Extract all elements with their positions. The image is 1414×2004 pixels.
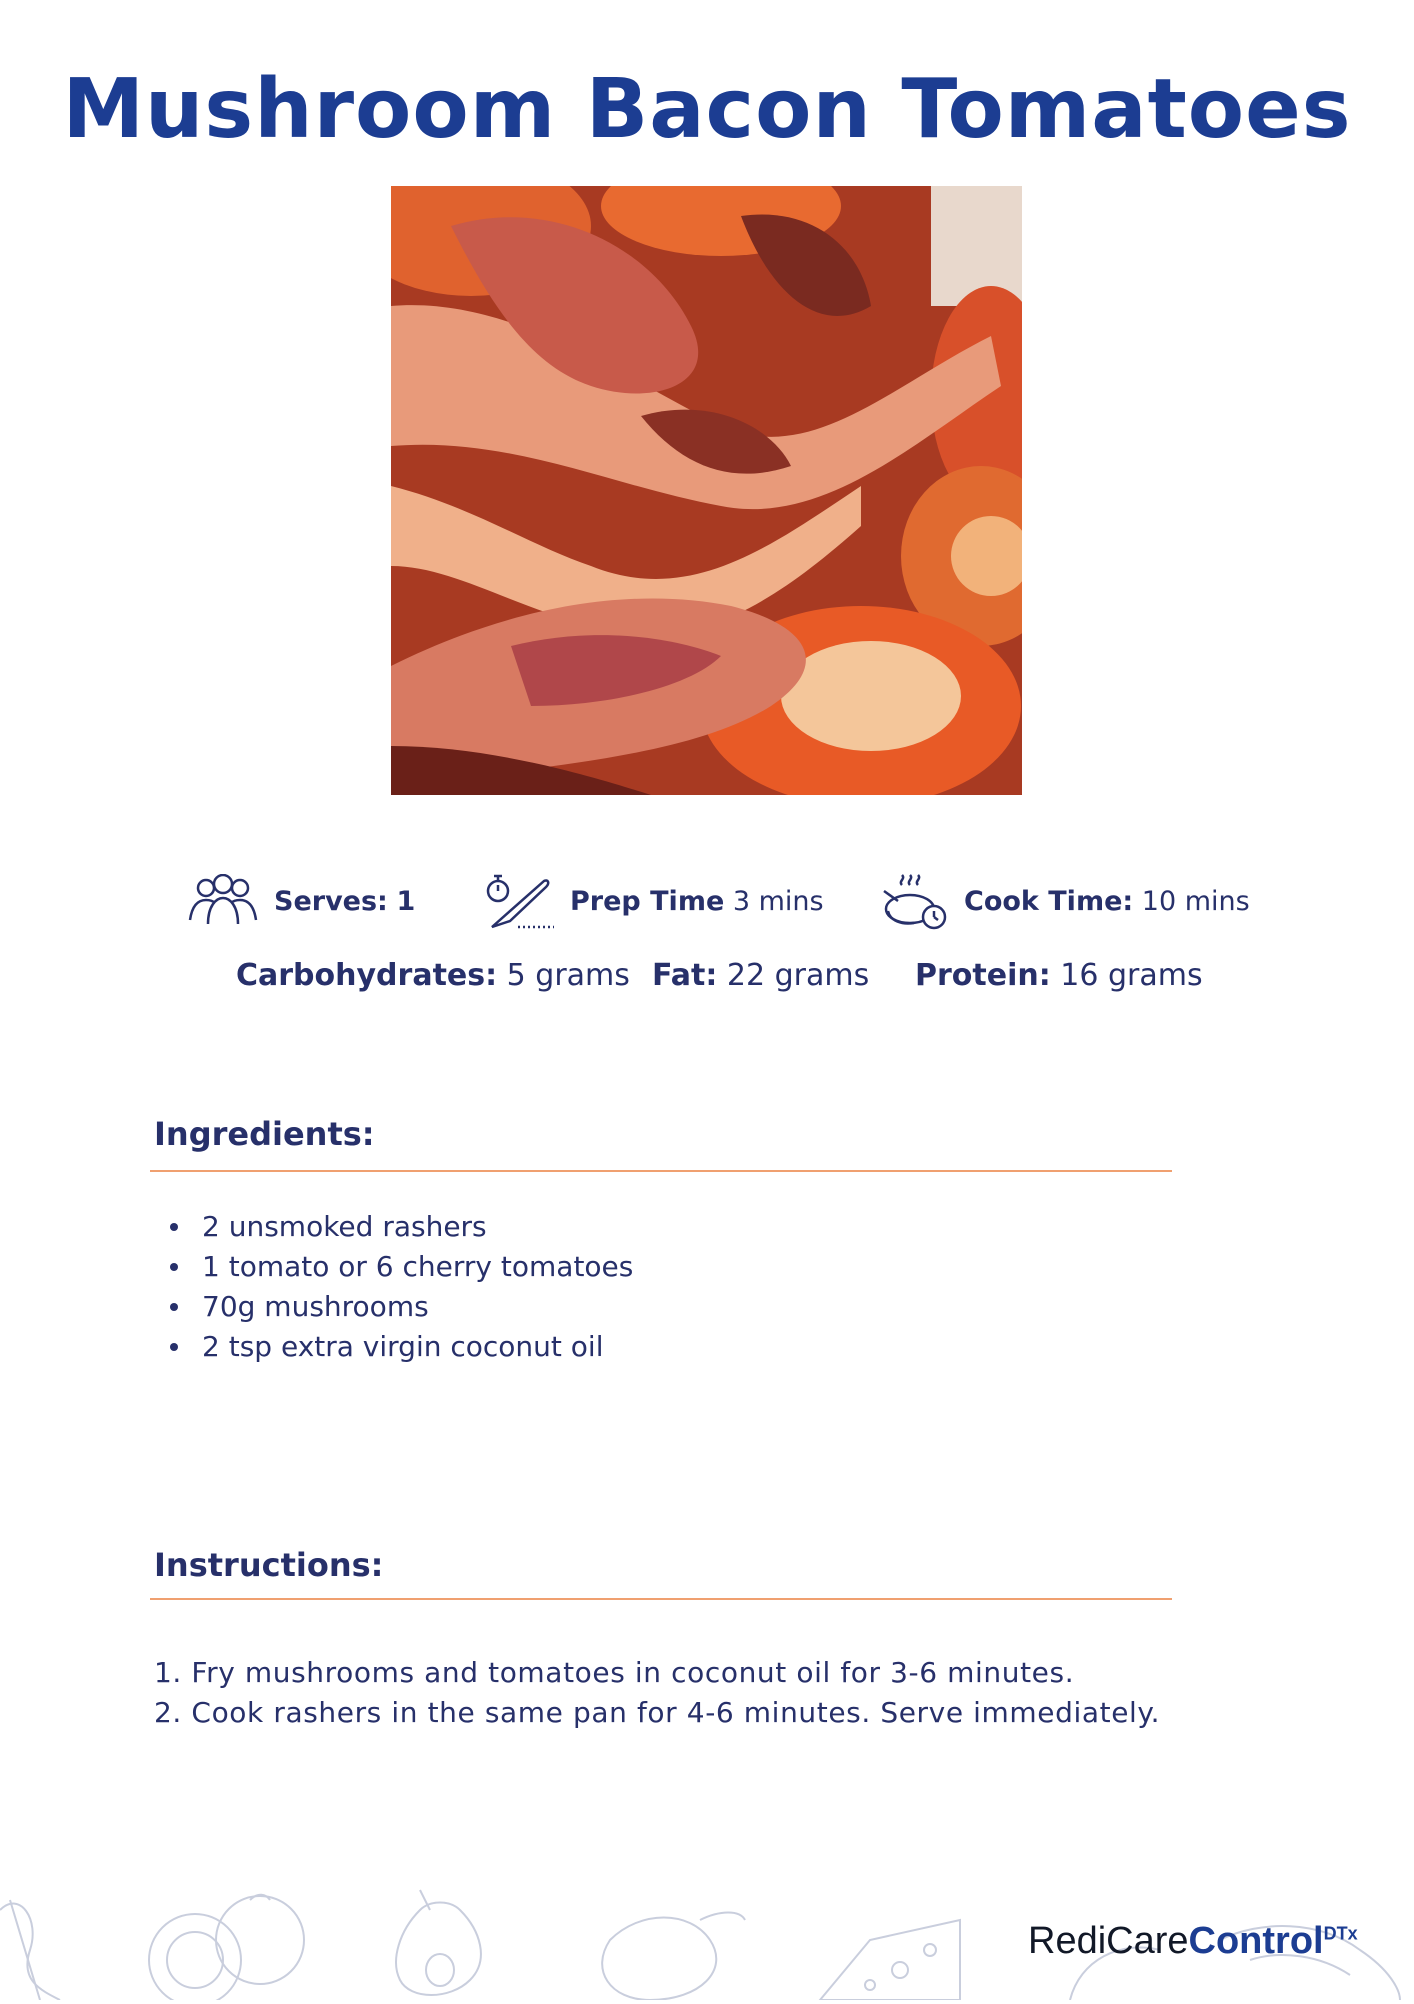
pan-timer-icon: [880, 871, 950, 931]
carbs-nutrient: [236, 958, 630, 993]
cook-time-value: 10 mins: [1141, 885, 1250, 917]
list-item: 1. Fry mushrooms and tomatoes in coconut oil for 3-6 minutes.: [154, 1656, 1075, 1689]
ingredients-divider: [150, 1170, 1172, 1172]
serves-value: 1: [396, 885, 416, 917]
ingredients-list: [158, 1207, 633, 1367]
fat-nutrient: [652, 958, 869, 993]
serves-label: Serves:: [274, 885, 388, 917]
recipe-title: Mushroom Bacon Tomatoes: [62, 62, 1352, 157]
prep-time-value: 3 mins: [732, 885, 824, 917]
instructions-divider: [150, 1598, 1172, 1600]
brand-name-light: RediCare: [1028, 1920, 1189, 1962]
brand-logo: [1028, 1920, 1358, 1963]
list-item: 2 unsmoked rashers: [158, 1207, 633, 1247]
prep-time-label: Prep Time: [570, 885, 725, 917]
fat-label: Fat:: [652, 958, 718, 993]
serves-meta: [186, 866, 415, 936]
stopwatch-knife-icon: [482, 871, 556, 931]
list-item: 2 tsp extra virgin coconut oil: [158, 1327, 633, 1367]
carbs-label: Carbohydrates:: [236, 958, 498, 993]
prep-time-meta: [482, 866, 824, 936]
brand-name-bold: Control: [1188, 1920, 1324, 1962]
protein-nutrient: [915, 958, 1203, 993]
list-item: 1 tomato or 6 cherry tomatoes: [158, 1247, 633, 1287]
nutrition-row: [0, 958, 1414, 1002]
cook-time-text: [964, 886, 1250, 917]
ingredients-heading: Ingredients:: [154, 1115, 375, 1153]
recipe-meta: [0, 866, 1414, 936]
instructions-list: [154, 1653, 1160, 1733]
carbs-value: 5 grams: [506, 958, 630, 993]
instructions-heading: Instructions:: [154, 1546, 384, 1584]
prep-time-text: [570, 886, 824, 917]
list-item: 70g mushrooms: [158, 1287, 633, 1327]
brand-name-sup: DTx: [1323, 1923, 1358, 1944]
people-icon: [186, 874, 260, 928]
protein-value: 16 grams: [1060, 958, 1203, 993]
fat-value: 22 grams: [726, 958, 870, 993]
recipe-photo: [391, 186, 1022, 795]
cook-time-label: Cook Time:: [964, 885, 1134, 917]
cook-time-meta: [880, 866, 1250, 936]
list-item: 2. Cook rashers in the same pan for 4-6 minutes. Serve immediately.: [154, 1696, 1161, 1729]
serves-text: [274, 886, 415, 917]
protein-label: Protein:: [915, 958, 1051, 993]
